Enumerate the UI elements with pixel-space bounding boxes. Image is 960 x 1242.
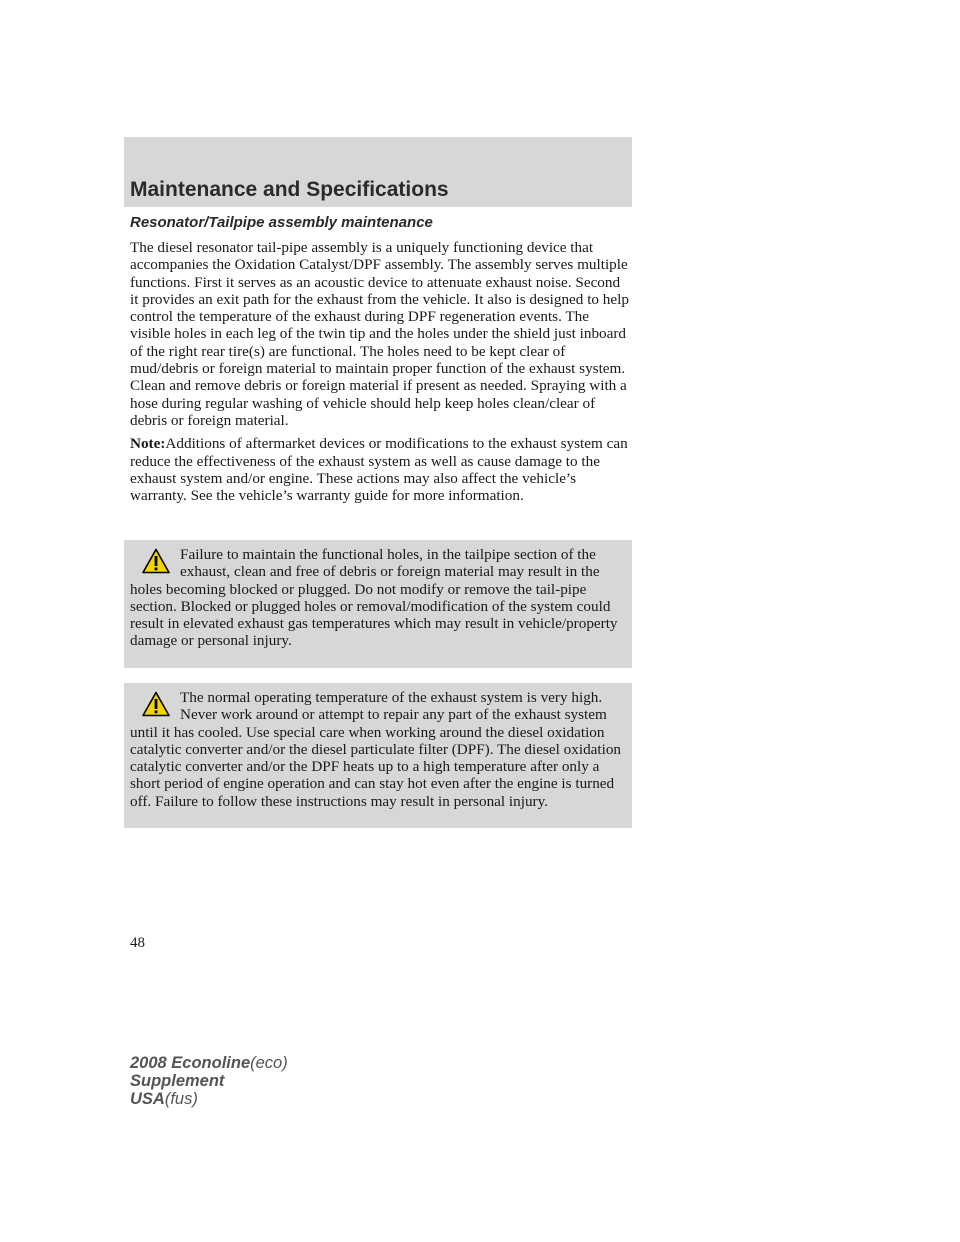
footer-publication: Supplement	[130, 1072, 225, 1090]
page-title: Maintenance and Specifications	[130, 178, 449, 201]
warning-text: The normal operating temperature of the exhaust system is very high. Never work around or attempt to repair any part of the exhaust system until it has cooled. Use special care when working around the diesel oxidation catalytic converter and/or the diesel particulate filter (DPF). The diesel oxidation catalytic converter and/or the DPF heats up to a high temperature after only a short period of engine operation and can stay hot even after the engine is turned off. Failure to follow these instructions may result in personal injury.	[130, 689, 622, 810]
document-footer	[130, 1054, 288, 1108]
section-heading: Resonator/Tailpipe assembly maintenance	[130, 214, 433, 231]
footer-model: 2008 Econoline	[130, 1054, 251, 1072]
footer-model-code: (eco)	[250, 1054, 288, 1072]
note-label: Note:	[130, 435, 166, 453]
warning-triangle-icon	[142, 548, 170, 574]
warning-triangle-icon	[142, 691, 170, 717]
body-paragraph: The diesel resonator tail-pipe assembly is a uniquely functioning device that accompanies the Oxidation Catalyst/DPF assembly. The assembly serves multiple functions. First it serves as an acoustic device to attenuate exhaust noise. Second it provides an exit path for the exhaust from the vehicle. It also is designed to help control the temperature of the exhaust during DPF regeneration events. The visible holes in each leg of the twin tip and the holes under the shield just inboard of the right rear tire(s) are functional. The holes need to be kept clear of mud/debris or foreign material to maintain proper function of the exhaust system. Clean and remove debris or foreign material if present as needed. Spraying with a hose during regular washing of vehicle should help keep holes clean/clear of debris or foreign material.	[130, 239, 629, 429]
main-content	[130, 214, 630, 510]
footer-market: USA	[130, 1090, 165, 1108]
warning-box	[124, 683, 632, 828]
section-header-band	[124, 137, 632, 207]
note-text: Additions of aftermarket devices or modifications to the exhaust system can reduce the effectiveness of the exhaust system as well as cause damage to the exhaust system and/or engine. These actions may also affect the vehicle’s warranty. See the vehicle’s warranty guide for more information.	[130, 435, 628, 505]
footer-model-line	[130, 1054, 288, 1072]
warning-text: Failure to maintain the functional holes, in the tailpipe section of the exhaust, clean and free of debris or foreign material may result in the holes becoming blocked or plugged. Do not modify or remove the tail-pipe section. Blocked or plugged holes or removal/modification of the system could result in elevated exhaust gas temperatures which may result in vehicle/property damage or personal injury.	[130, 546, 618, 650]
page-number: 48	[130, 935, 145, 951]
warning-box	[124, 540, 632, 668]
note-paragraph	[130, 435, 630, 504]
footer-market-code: (fus)	[164, 1090, 198, 1108]
footer-market-line	[130, 1090, 288, 1108]
